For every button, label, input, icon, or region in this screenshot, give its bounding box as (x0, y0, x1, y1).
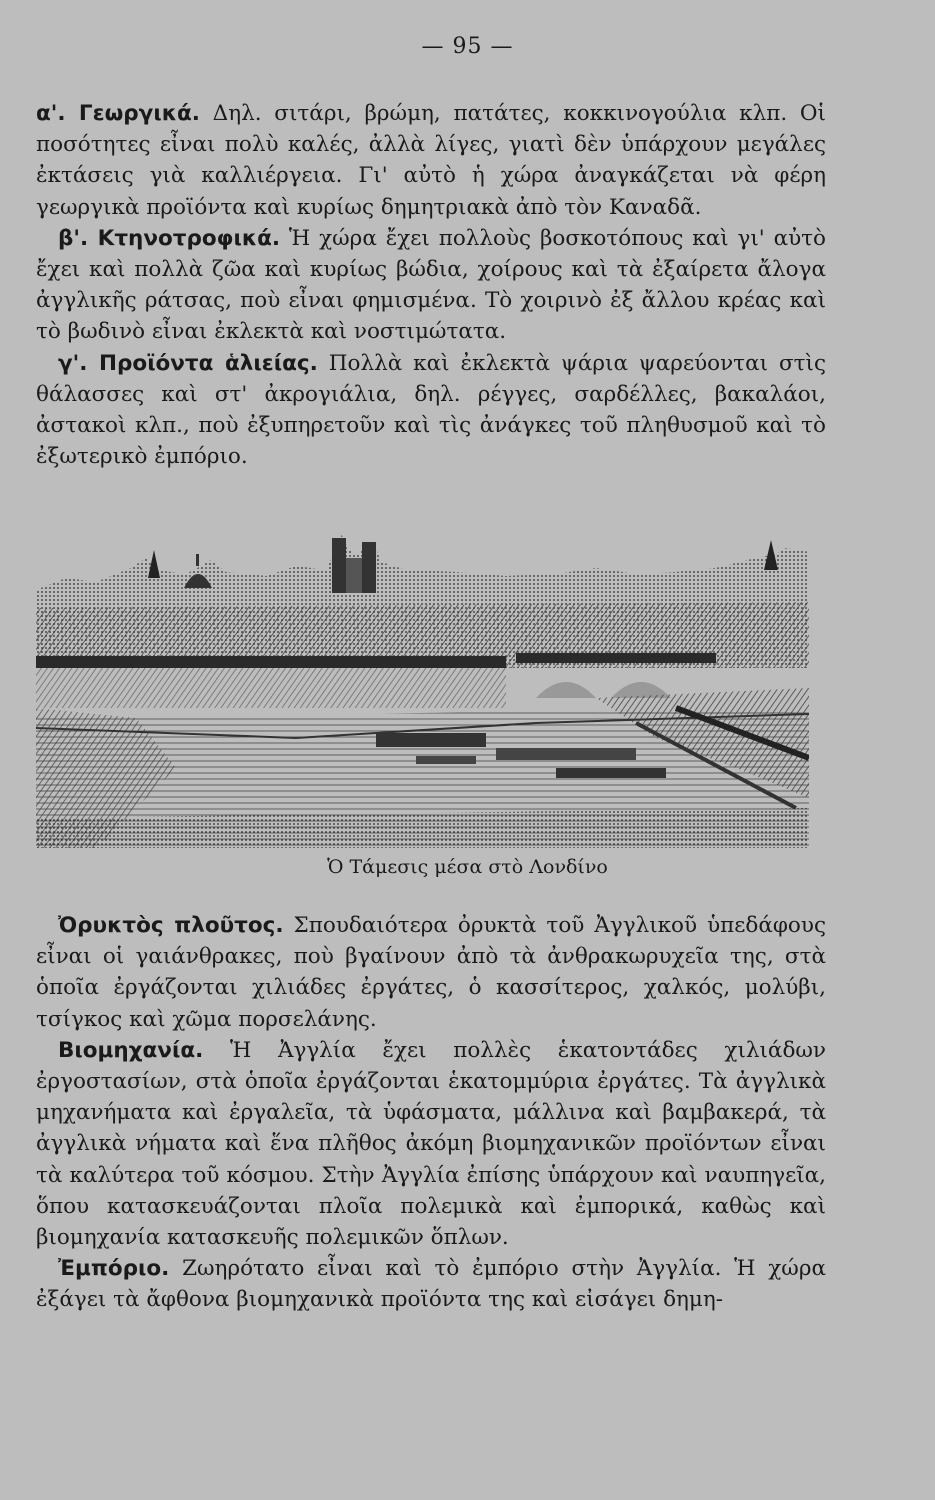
heading-industry: Βιομηχανία. (58, 1037, 204, 1063)
figure-caption: Ὁ Τάμεσις μέσα στὸ Λονδίνο (327, 856, 608, 878)
heading-fishing: γ'. Προϊόντα ἁλιείας. (58, 350, 318, 376)
heading-minerals: Ὀρυκτὸς πλοῦτος. (58, 913, 284, 938)
body-industry: Ἡ Ἀγγλία ἔχει πολλὲς ἑκατοντάδες χιλιάδων ἐργοστασίων, στὰ ὁποῖα ἐργάζονται ἑκατομμύρια ἐργάτες. Τὰ ἀγγλικὰ μηχανήματα καὶ ἐργαλεῖα, τὰ ὑφάσματα, μάλλινα καὶ βαμβακερά, τὰ ἀγγλικὰ νήματα καὶ ἕνα πλῆθος ἀκόμη βιομηχανικῶν προϊόντων εἶναι τὰ καλύτερα τοῦ κόσμου. Στὴν Ἀγγλία ἐπίσης ὑπάρχουν καὶ ναυπηγεῖα, ὅπου κατασκευάζονται πλοῖα πολεμικὰ καὶ ἐμπορικά, καθὼς καὶ βιομηχανία κατασκευῆς πολεμικῶν ὅπλων. (36, 1037, 826, 1251)
paragraph-industry (36, 1035, 826, 1253)
body-minerals: Σπουδαιότερα ὀρυκτὰ τοῦ Ἀγγλικοῦ ὑπεδάφους εἶναι οἱ γαιάνθρακες, ποὺ βγαίνουν ἀπὸ τὰ ἀνθρακωρυχεῖα της, στὰ ὁποῖα ἐργάζονται χιλιάδες ἐργάτες, ὁ κασσίτερος, χαλκός, μολύβι, τσίγκος καὶ χῶμα πορσελάνης. (36, 913, 826, 1032)
body-agriculture: Δηλ. σιτάρι, βρώμη, πατάτες, κοκκινογούλια κλπ. Οἱ ποσότητες εἶναι πολὺ καλές, ἀλλὰ λίγες, γιατὶ δὲν ὑπάρχουν μεγάλες ἐκτάσεις γιὰ καλλιέργεια. Γι' αὐτὸ ἡ χώρα ἀναγκάζεται νὰ φέρη γεωργικὰ προϊόντα καὶ κυρίως δημητριακὰ ἀπὸ τὸν Καναδᾶ. (36, 101, 826, 220)
text-block-bottom (36, 910, 826, 1316)
page-number: — 95 — (421, 34, 514, 59)
heading-livestock: β'. Κτηνοτροφικά. (58, 225, 281, 251)
body-commerce: Ζωηρότατο εἶναι καὶ τὸ ἐμπόριο στὴν Ἀγγλία. Ἡ χώρα ἐξάγει τὰ ἄφθονα βιομηχανικὰ προϊόντα της καὶ εἰσάγει δημη- (36, 1256, 826, 1313)
thames-london-illustration (36, 518, 809, 848)
heading-commerce: Ἐμπόριο. (58, 1256, 170, 1282)
paragraph-fishing (36, 348, 826, 473)
paragraph-minerals (36, 910, 826, 1035)
paragraph-agriculture (36, 98, 826, 223)
body-fishing: Πολλὰ καὶ ἐκλεκτὰ ψάρια ψαρεύονται στὶς θάλασσες καὶ στ' ἀκρογιάλια, δηλ. ρέγγες, σαρδέλλες, βακαλάοι, ἀστακοὶ κλπ., ποὺ ἐξυπηρετοῦν καὶ τὶς ἀνάγκες τοῦ πληθυσμοῦ καὶ τὸ ἐξωτερικὸ ἐμπόριο. (36, 350, 826, 470)
paragraph-livestock (36, 223, 826, 348)
paragraph-commerce (36, 1253, 826, 1315)
heading-agriculture: α'. Γεωργικά. (36, 101, 200, 126)
body-livestock: Ἡ χώρα ἔχει πολλοὺς βοσκοτόπους καὶ γι' αὐτὸ ἔχει καὶ πολλὰ ζῶα καὶ κυρίως βώδια, χοίρους καὶ τὰ ἐξαίρετα ἄλογα ἀγγλικῆς ράτσας, ποὺ εἶναι φημισμένα. Τὸ χοιρινὸ ἐξ ἄλλου κρέας καὶ τὸ βωδινὸ εἶναι ἐκλεκτὰ καὶ νοστιμώτατα. (36, 225, 826, 345)
text-block-top (36, 98, 826, 472)
